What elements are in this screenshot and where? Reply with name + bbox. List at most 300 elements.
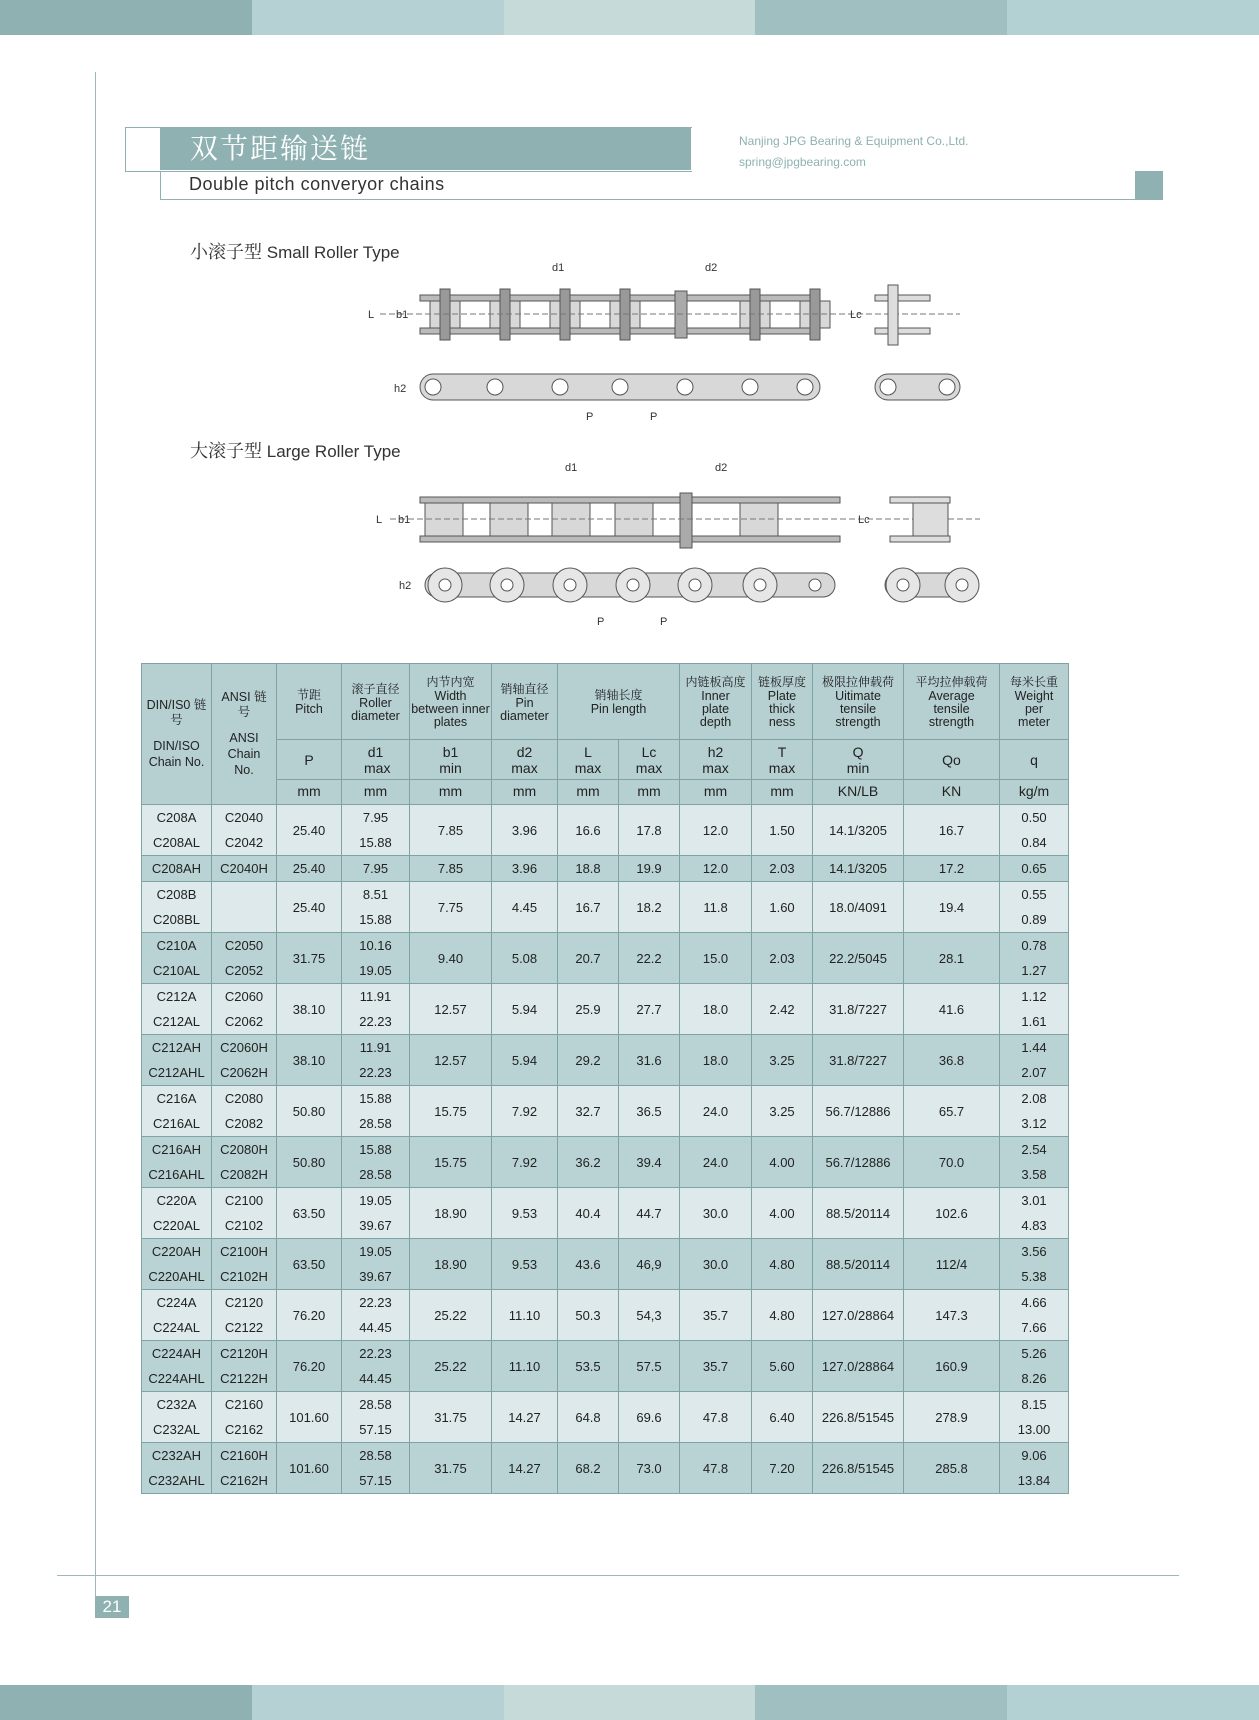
- cell-q-line: 3.56: [1021, 1244, 1047, 1259]
- cell-ansi-line: C2052: [224, 963, 264, 978]
- cell-lc: 54,3: [619, 1290, 680, 1341]
- cell-ansi-line: C2082: [224, 1116, 264, 1131]
- cell-qo: 102.6: [904, 1188, 1000, 1239]
- unit-d1: mm: [363, 783, 388, 799]
- cell-lc: 18.2: [619, 882, 680, 933]
- cell-din: [142, 1035, 212, 1086]
- table-row: [142, 805, 1069, 856]
- cell-din: [142, 1188, 212, 1239]
- pitch-label-1: P: [586, 411, 594, 423]
- small-roller-top-view: [360, 255, 980, 350]
- cell-l: 68.2: [558, 1443, 619, 1494]
- cell-din-line: C224AHL: [148, 1371, 205, 1386]
- cell-din: [142, 1086, 212, 1137]
- cell-din-line: C224AH: [151, 1346, 202, 1361]
- cell-l: 53.5: [558, 1341, 619, 1392]
- cell-d1-line: 57.15: [359, 1422, 392, 1437]
- cell-h2: 15.0: [680, 933, 752, 984]
- cell-ansi: [212, 856, 277, 882]
- table-row: [142, 933, 1069, 984]
- cell-q-line: 0.50: [1021, 810, 1047, 825]
- sym-p: P: [304, 751, 314, 768]
- company-info: [739, 131, 968, 173]
- cell-d1-line: 11.91: [359, 989, 392, 1004]
- cell-lc: 39.4: [619, 1137, 680, 1188]
- page-title-en: Double pitch converyor chains: [189, 174, 445, 194]
- cell-qo: 28.1: [904, 933, 1000, 984]
- cell-din-line: C216AH: [151, 1142, 202, 1157]
- large-dim-label-L: L: [376, 514, 383, 526]
- col-din: [142, 664, 212, 805]
- dim-label-Lc: Lc: [850, 309, 862, 321]
- cell-q: 56.7/12886: [813, 1137, 904, 1188]
- unit-h2: mm: [703, 783, 728, 799]
- cell-q-line: 4.66: [1021, 1295, 1047, 1310]
- unit-q: kg/m: [1018, 783, 1050, 799]
- table-row: [142, 882, 1069, 933]
- cell-ansi-line: C2102: [224, 1218, 264, 1233]
- cell-d2: 14.27: [492, 1443, 558, 1494]
- col-thick-cn: 链板厚度: [758, 675, 807, 689]
- cell-d1-line: 28.58: [359, 1116, 392, 1131]
- company-email[interactable]: spring@jpgbearing.com: [739, 155, 866, 169]
- sym-q: q: [1030, 751, 1038, 768]
- col-ult: [813, 664, 904, 740]
- large-dim-label-d2: d2: [715, 462, 728, 474]
- cell-b1: 7.85: [410, 805, 492, 856]
- table-row: [142, 1239, 1069, 1290]
- cell-b1: 15.75: [410, 1137, 492, 1188]
- cell-ansi-line: C2122H: [220, 1371, 268, 1386]
- cell-ansi-line: C2120H: [220, 1346, 268, 1361]
- cell-din-line: C210A: [156, 938, 197, 953]
- cell-ansi-line: C2050: [224, 938, 264, 953]
- cell-din-line: C224AL: [153, 1320, 200, 1335]
- cell-d2: 11.10: [492, 1341, 558, 1392]
- cell-lc: 27.7: [619, 984, 680, 1035]
- cell-q-line: 1.12: [1021, 989, 1047, 1004]
- cell-q: 56.7/12886: [813, 1086, 904, 1137]
- cell-qo: 112/4: [904, 1239, 1000, 1290]
- cell-d2: 7.92: [492, 1137, 558, 1188]
- sym-Qo: Qo: [942, 751, 961, 768]
- cell-din-line: C212AHL: [148, 1065, 205, 1080]
- cell-din: [142, 1239, 212, 1290]
- cell-din-line: C212AL: [153, 1014, 200, 1029]
- company-name: Nanjing JPG Bearing & Equipment Co.,Ltd.: [739, 134, 969, 148]
- cell-qo: 285.8: [904, 1443, 1000, 1494]
- cell-q-line: 2.08: [1021, 1091, 1047, 1106]
- cell-lc: 17.8: [619, 805, 680, 856]
- subtitle-tab: [1135, 171, 1163, 200]
- cell-lc: 36.5: [619, 1086, 680, 1137]
- cell-din: [142, 856, 212, 882]
- large-roller-cn: 大滚子型: [190, 441, 262, 462]
- cell-q: [1000, 1443, 1069, 1494]
- cell-d1-line: 8.51: [362, 887, 389, 902]
- cell-t: 3.25: [752, 1086, 813, 1137]
- cell-din-line: C232AH: [151, 1448, 202, 1463]
- col-avg: [904, 664, 1000, 740]
- cell-d2: 7.92: [492, 1086, 558, 1137]
- cell-t: 4.80: [752, 1290, 813, 1341]
- cell-d2: 3.96: [492, 805, 558, 856]
- cell-ansi-line: C2060H: [220, 1040, 268, 1055]
- large-dim-label-d1: d1: [565, 462, 578, 474]
- cell-d1-line: 15.88: [359, 1142, 392, 1157]
- cell-d2: 5.94: [492, 1035, 558, 1086]
- cell-d1-line: 22.23: [359, 1014, 392, 1029]
- col-thick: [752, 664, 813, 740]
- cell-d1-line: 15.88: [359, 835, 392, 850]
- col-pin-en: Pin diameter: [500, 695, 549, 723]
- cell-q: 14.1/3205: [813, 856, 904, 882]
- col-thick-en: Plate thick ness: [767, 689, 797, 729]
- large-pitch-label-2: P: [660, 616, 668, 628]
- cell-h2: 35.7: [680, 1341, 752, 1392]
- cell-qo: 19.4: [904, 882, 1000, 933]
- cell-h2: 12.0: [680, 856, 752, 882]
- cell-d1-line: 44.45: [359, 1320, 392, 1335]
- cell-lc: 46,9: [619, 1239, 680, 1290]
- cell-ansi-line: C2062H: [220, 1065, 268, 1080]
- cell-d1-line: 11.91: [359, 1040, 392, 1055]
- cell-b1: 25.22: [410, 1341, 492, 1392]
- cell-din: [142, 1392, 212, 1443]
- col-weight-cn: 每米长重: [1010, 675, 1059, 689]
- table-row: [142, 1086, 1069, 1137]
- small-roller-side-view: [390, 368, 990, 428]
- cell-din-line: C216AHL: [148, 1167, 205, 1182]
- cell-d1-line: 57.15: [359, 1473, 392, 1488]
- cell-q: [1000, 1137, 1069, 1188]
- cell-q-line: 5.26: [1021, 1346, 1047, 1361]
- cell-h2: 18.0: [680, 984, 752, 1035]
- cell-q-line: 1.44: [1021, 1040, 1047, 1055]
- cell-l: 16.7: [558, 882, 619, 933]
- cell-d2: 5.94: [492, 984, 558, 1035]
- cell-ansi-line: C2100: [224, 1193, 264, 1208]
- cell-q-line: 1.27: [1021, 963, 1047, 978]
- cell-d1-line: 44.45: [359, 1371, 392, 1386]
- large-dim-label-b1: b1: [398, 514, 411, 526]
- spec-table-body: [142, 805, 1069, 1494]
- sym-Lc: Lc max: [635, 743, 663, 776]
- cell-t: 7.20: [752, 1443, 813, 1494]
- cell-ansi-line: C2060: [224, 989, 264, 1004]
- cell-ansi-line: C2040: [224, 810, 264, 825]
- cell-ansi-line: C2042: [224, 835, 264, 850]
- col-pin: [492, 664, 558, 740]
- cell-din-line: C220AH: [151, 1244, 202, 1259]
- cell-t: 4.80: [752, 1239, 813, 1290]
- cell-p: 25.40: [277, 856, 342, 882]
- cell-ansi-line: C2102H: [220, 1269, 268, 1284]
- cell-l: 20.7: [558, 933, 619, 984]
- cell-ansi-line: C2040H: [220, 861, 268, 876]
- col-din-en: DIN/ISO Chain No.: [148, 739, 205, 769]
- cell-lc: 57.5: [619, 1341, 680, 1392]
- col-plate-en: Inner plate depth: [699, 689, 732, 729]
- cell-d1: [342, 856, 410, 882]
- cell-q: 31.8/7227: [813, 1035, 904, 1086]
- table-row: [142, 1188, 1069, 1239]
- cell-q-line: 13.00: [1017, 1422, 1051, 1437]
- cell-p: 38.10: [277, 1035, 342, 1086]
- cell-d1: [342, 1341, 410, 1392]
- cell-ansi: [212, 805, 277, 856]
- cell-din: [142, 984, 212, 1035]
- large-dim-label-Lc: Lc: [858, 514, 870, 526]
- cell-din-line: C232AHL: [148, 1473, 205, 1488]
- table-row: [142, 856, 1069, 882]
- cell-lc: 22.2: [619, 933, 680, 984]
- cell-q: [1000, 1188, 1069, 1239]
- col-roller: [342, 664, 410, 740]
- cell-qo: 70.0: [904, 1137, 1000, 1188]
- cell-lc: 73.0: [619, 1443, 680, 1494]
- cell-h2: 47.8: [680, 1392, 752, 1443]
- large-roller-side-view: [395, 565, 1005, 633]
- sym-d2: d2 max: [511, 743, 538, 776]
- unit-Qo: KN: [941, 783, 962, 799]
- cell-l: 29.2: [558, 1035, 619, 1086]
- col-width: [410, 664, 492, 740]
- cell-q: [1000, 1290, 1069, 1341]
- cell-b1: 31.75: [410, 1392, 492, 1443]
- cell-q-line: 7.66: [1021, 1320, 1047, 1335]
- cell-q-line: 8.15: [1021, 1397, 1047, 1412]
- cell-h2: 30.0: [680, 1188, 752, 1239]
- cell-b1: 25.22: [410, 1290, 492, 1341]
- cell-d1-line: 28.58: [359, 1167, 392, 1182]
- col-roller-en: Roller diameter: [351, 695, 400, 723]
- cell-ansi: [212, 1290, 277, 1341]
- sym-Q: Q min: [846, 743, 870, 776]
- cell-q: [1000, 1392, 1069, 1443]
- cell-d1-line: 19.05: [359, 1244, 392, 1259]
- cell-p: 63.50: [277, 1239, 342, 1290]
- dim-label-h2: h2: [394, 383, 407, 395]
- cell-q: 22.2/5045: [813, 933, 904, 984]
- cell-b1: 7.75: [410, 882, 492, 933]
- footer-rule: [57, 1575, 1179, 1576]
- cell-q-line: 9.06: [1021, 1448, 1047, 1463]
- table-row: [142, 1137, 1069, 1188]
- cell-ansi-line: C2162: [224, 1422, 264, 1437]
- cell-l: 64.8: [558, 1392, 619, 1443]
- cell-b1: 12.57: [410, 984, 492, 1035]
- cell-q: 88.5/20114: [813, 1239, 904, 1290]
- cell-ansi: [212, 1035, 277, 1086]
- bottom-color-band: [0, 1685, 1259, 1720]
- col-pinlen-cn: 销轴长度: [594, 688, 643, 702]
- cell-t: 1.60: [752, 882, 813, 933]
- cell-ansi-line: C2062: [224, 1014, 264, 1029]
- cell-din-line: C232AL: [153, 1422, 200, 1437]
- cell-t: 6.40: [752, 1392, 813, 1443]
- table-row: [142, 1443, 1069, 1494]
- dim-label-L: L: [368, 309, 375, 321]
- cell-din-line: C208A: [156, 810, 197, 825]
- cell-d1-line: 22.23: [359, 1295, 392, 1310]
- cell-din: [142, 933, 212, 984]
- cell-ansi: [212, 933, 277, 984]
- col-avg-cn: 平均拉伸载荷: [915, 675, 988, 689]
- cell-p: 25.40: [277, 882, 342, 933]
- cell-din-line: C210AL: [153, 963, 200, 978]
- cell-l: 43.6: [558, 1239, 619, 1290]
- col-ansi-en: ANSI Chain No.: [227, 731, 261, 777]
- cell-b1: 12.57: [410, 1035, 492, 1086]
- dim-label-b1: b1: [396, 309, 409, 321]
- cell-d2: 14.27: [492, 1392, 558, 1443]
- page-title-cn: 双节距输送链: [160, 127, 691, 170]
- cell-qo: 16.7: [904, 805, 1000, 856]
- cell-ansi: [212, 1137, 277, 1188]
- cell-p: 76.20: [277, 1290, 342, 1341]
- col-ansi: [212, 664, 277, 805]
- cell-b1: 9.40: [410, 933, 492, 984]
- large-roller-top-view: [370, 457, 990, 557]
- cell-l: 36.2: [558, 1137, 619, 1188]
- cell-din-line: C208AL: [153, 835, 200, 850]
- small-roller-en: Small Roller Type: [266, 243, 400, 262]
- sym-h2: h2 max: [702, 743, 729, 776]
- cell-p: 31.75: [277, 933, 342, 984]
- cell-din-line: C216AL: [153, 1116, 200, 1131]
- cell-qo: 17.2: [904, 856, 1000, 882]
- cell-d1-line: 39.67: [359, 1269, 392, 1284]
- cell-din-line: C208AH: [151, 861, 202, 876]
- cell-qo: 160.9: [904, 1341, 1000, 1392]
- cell-qo: 147.3: [904, 1290, 1000, 1341]
- cell-q-line: 2.07: [1021, 1065, 1047, 1080]
- cell-q: 226.8/51545: [813, 1392, 904, 1443]
- cell-d1: [342, 984, 410, 1035]
- cell-din-line: C212A: [156, 989, 197, 1004]
- table-row: [142, 1035, 1069, 1086]
- cell-din-line: C208BL: [153, 912, 200, 927]
- cell-ansi: [212, 1188, 277, 1239]
- cell-ansi: [212, 1239, 277, 1290]
- table-row: [142, 1290, 1069, 1341]
- cell-q-line: 4.83: [1021, 1218, 1047, 1233]
- col-ult-en: Uitimate tensile strength: [835, 689, 881, 729]
- cell-d1-line: 39.67: [359, 1218, 392, 1233]
- cell-h2: 30.0: [680, 1239, 752, 1290]
- top-color-band: [0, 0, 1259, 35]
- col-weight: [1000, 664, 1069, 740]
- cell-d1: [342, 1035, 410, 1086]
- cell-q: [1000, 984, 1069, 1035]
- cell-q: 14.1/3205: [813, 805, 904, 856]
- cell-h2: 47.8: [680, 1443, 752, 1494]
- cell-q-line: 3.58: [1021, 1167, 1047, 1182]
- cell-q: [1000, 856, 1069, 882]
- cell-t: 1.50: [752, 805, 813, 856]
- cell-q: [1000, 1035, 1069, 1086]
- cell-p: 101.60: [277, 1443, 342, 1494]
- cell-q: [1000, 933, 1069, 984]
- col-pitch-en: Pitch: [295, 702, 323, 716]
- cell-q-line: 0.55: [1021, 887, 1047, 902]
- cell-din-line: C220AL: [153, 1218, 200, 1233]
- cell-b1: 15.75: [410, 1086, 492, 1137]
- cell-l: 25.9: [558, 984, 619, 1035]
- col-roller-cn: 滚子直径: [351, 681, 400, 696]
- table-row: [142, 984, 1069, 1035]
- cell-d1: [342, 933, 410, 984]
- cell-p: 76.20: [277, 1341, 342, 1392]
- cell-d1-line: 19.05: [359, 1193, 392, 1208]
- cell-q: 226.8/51545: [813, 1443, 904, 1494]
- col-pinlen-en: Pin length: [590, 702, 647, 716]
- cell-t: 4.00: [752, 1188, 813, 1239]
- cell-d1: [342, 1443, 410, 1494]
- cell-din: [142, 1443, 212, 1494]
- cell-d1-line: 28.58: [359, 1448, 392, 1463]
- cell-q-line: 1.61: [1021, 1014, 1047, 1029]
- unit-L: mm: [576, 783, 600, 799]
- cell-l: 32.7: [558, 1086, 619, 1137]
- cell-q: 88.5/20114: [813, 1188, 904, 1239]
- cell-din-line: C224A: [156, 1295, 197, 1310]
- unit-Lc: mm: [637, 783, 661, 799]
- cell-d1: [342, 1239, 410, 1290]
- cell-ansi: [212, 882, 277, 933]
- cell-d1: [342, 882, 410, 933]
- pitch-label-2: P: [650, 411, 658, 423]
- col-pinlen: [558, 664, 680, 740]
- cell-q: [1000, 1341, 1069, 1392]
- cell-t: 2.03: [752, 856, 813, 882]
- cell-t: 2.03: [752, 933, 813, 984]
- cell-din-line: C220AHL: [148, 1269, 205, 1284]
- unit-b1: mm: [438, 783, 463, 799]
- cell-din: [142, 1341, 212, 1392]
- dim-label-d1: d1: [552, 262, 565, 274]
- cell-din: [142, 1290, 212, 1341]
- left-margin-line: [95, 72, 96, 1612]
- cell-din: [142, 1137, 212, 1188]
- cell-din-line: C208B: [156, 887, 197, 902]
- large-roller-en: Large Roller Type: [266, 442, 401, 461]
- cell-h2: 24.0: [680, 1086, 752, 1137]
- cell-p: 50.80: [277, 1086, 342, 1137]
- cell-q-line: 8.26: [1021, 1371, 1047, 1386]
- cell-p: 25.40: [277, 805, 342, 856]
- cell-d2: 5.08: [492, 933, 558, 984]
- cell-qo: 278.9: [904, 1392, 1000, 1443]
- cell-q: 31.8/7227: [813, 984, 904, 1035]
- cell-d1-line: 15.88: [359, 912, 392, 927]
- table-row: [142, 1392, 1069, 1443]
- cell-din: [142, 882, 212, 933]
- cell-d1-line: 22.23: [359, 1346, 392, 1361]
- sym-L: L max: [574, 743, 602, 776]
- sym-b1: b1 min: [439, 743, 462, 776]
- cell-l: 40.4: [558, 1188, 619, 1239]
- unit-T: mm: [770, 783, 794, 799]
- cell-d1-line: 10.16: [359, 938, 392, 953]
- cell-d1-line: 7.95: [362, 810, 389, 825]
- cell-d2: 4.45: [492, 882, 558, 933]
- col-din-cn: DIN/IS0 链 号: [146, 698, 207, 727]
- cell-d1: [342, 1392, 410, 1443]
- cell-din-line: C212AH: [151, 1040, 202, 1055]
- cell-q-line: 2.54: [1021, 1142, 1047, 1157]
